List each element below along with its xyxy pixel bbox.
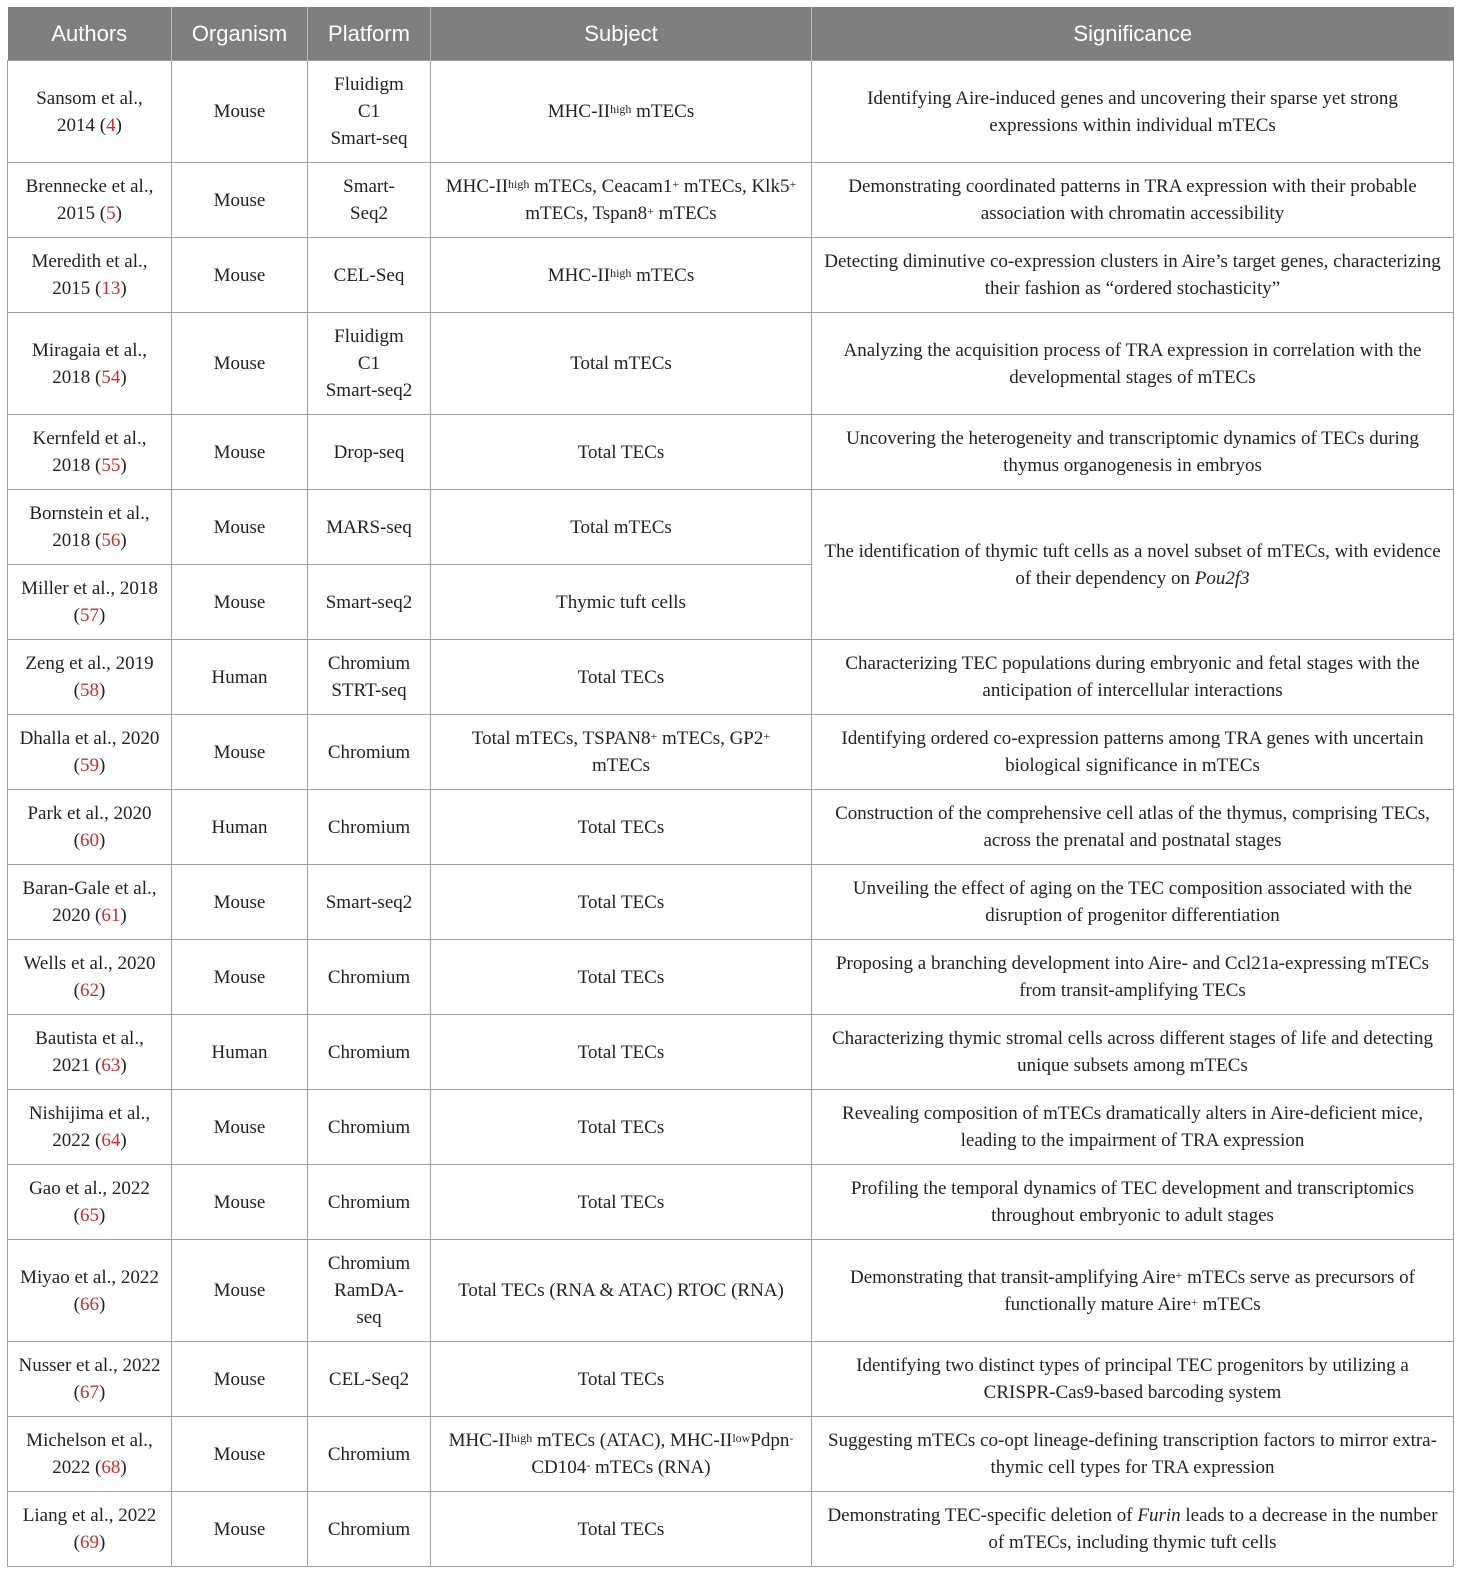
author-cell xyxy=(8,1015,172,1090)
platform-cell xyxy=(308,238,431,313)
author-text: Brennecke et al., 2015 ( xyxy=(25,176,154,224)
text-segment: Pdpn xyxy=(750,1430,790,1451)
platform-cell xyxy=(308,640,431,715)
text-segment: Total TECs xyxy=(577,966,665,988)
text-segment: mTECs, GP2 xyxy=(657,728,764,749)
platform-cell xyxy=(308,1090,431,1165)
significance-cell xyxy=(812,1492,1454,1567)
author-text: ) xyxy=(120,1130,127,1151)
reference-link[interactable]: 13 xyxy=(101,278,121,299)
author-cell xyxy=(8,1417,172,1492)
platform-cell xyxy=(308,1015,431,1090)
author-cell xyxy=(8,565,172,640)
platform-cell xyxy=(308,61,431,163)
platform-line: Chromium xyxy=(327,1518,411,1540)
table-row xyxy=(8,940,1454,1015)
author-cell xyxy=(8,1165,172,1240)
platform-line: Chromium xyxy=(327,1443,411,1465)
author-cell xyxy=(8,238,172,313)
reference-link[interactable]: 63 xyxy=(101,1055,121,1076)
platform-cell xyxy=(308,1165,431,1240)
author-text: Miragaia et al., 2018 ( xyxy=(31,339,147,388)
significance-cell xyxy=(812,715,1454,790)
platform-cell xyxy=(308,865,431,940)
reference-link[interactable]: 57 xyxy=(80,605,99,626)
superscript: + xyxy=(650,729,658,743)
author-text: ) xyxy=(99,605,106,626)
text-segment: Total TECs xyxy=(577,666,665,688)
author-text: ) xyxy=(99,1293,106,1315)
platform-line: C1 xyxy=(357,101,381,122)
platform-line: Smart-seq2 xyxy=(325,591,413,613)
italic-text: Furin xyxy=(1137,1505,1181,1526)
significance-cell xyxy=(812,790,1454,865)
author-text: ) xyxy=(99,1205,106,1226)
platform-cell xyxy=(308,415,431,490)
text-segment: mTECs xyxy=(631,101,695,122)
text-segment: Total mTECs, TSPAN8 xyxy=(471,728,651,749)
text-segment: Construction of the comprehensive cell atlas of the thymus, comprising TECs, across the prenatal and postnatal stages xyxy=(835,803,1430,851)
organism-cell: Mouse xyxy=(172,940,308,1015)
reference-link[interactable]: 4 xyxy=(106,114,116,136)
platform-cell xyxy=(308,1417,431,1492)
platform-line: Chromium xyxy=(327,653,411,674)
significance-cell xyxy=(812,1165,1454,1240)
subject-cell xyxy=(431,490,812,565)
superscript: + xyxy=(1191,1294,1198,1309)
text-segment: Revealing composition of mTECs dramatically alters in Aire-deficient mice, leading to the impairment of TRA expression xyxy=(842,1103,1423,1151)
table-row xyxy=(8,1015,1454,1090)
author-cell xyxy=(8,1492,172,1567)
table-row xyxy=(8,415,1454,490)
text-segment: Unveiling the effect of aging on the TEC composition associated with the disruption of progenitor differentiation xyxy=(852,878,1413,926)
table-row xyxy=(8,1165,1454,1240)
author-text: Bautista et al., 2021 ( xyxy=(35,1028,144,1076)
header-significance: Significance xyxy=(812,7,1454,61)
platform-line: STRT-seq xyxy=(331,680,407,701)
reference-link[interactable]: 59 xyxy=(80,755,99,776)
text-segment: Total TECs xyxy=(577,441,665,463)
table-row xyxy=(8,640,1454,715)
author-text: Nishijima et al., 2022 ( xyxy=(28,1103,151,1151)
text-segment: Total TECs (RNA & ATAC) RTOC (RNA) xyxy=(458,1280,784,1301)
author-text: Gao et al., 2022 ( xyxy=(29,1178,150,1226)
significance-cell xyxy=(812,940,1454,1015)
significance-cell xyxy=(812,415,1454,490)
author-cell xyxy=(8,1342,172,1417)
text-segment: Proposing a branching development into Aire- and Ccl21a-expressing mTECs from transit-amplifying TECs xyxy=(835,953,1430,1001)
author-cell xyxy=(8,1240,172,1342)
platform-line: CEL-Seq xyxy=(333,264,405,286)
reference-link[interactable]: 56 xyxy=(101,530,121,551)
text-segment: MHC-II xyxy=(547,101,611,122)
subject-cell xyxy=(431,61,812,163)
platform-line: Smart-seq2 xyxy=(325,891,413,913)
author-cell xyxy=(8,490,172,565)
superscript: high xyxy=(508,177,530,191)
author-text: ) xyxy=(120,1457,127,1478)
author-text: Kernfeld et al., 2018 ( xyxy=(32,428,147,476)
subject-cell xyxy=(431,415,812,490)
superscript: - xyxy=(586,1458,591,1472)
subject-cell xyxy=(431,865,812,940)
author-cell xyxy=(8,715,172,790)
superscript: + xyxy=(1175,1267,1183,1282)
text-segment: mTECs xyxy=(653,203,717,224)
author-cell xyxy=(8,1090,172,1165)
author-text: ) xyxy=(120,905,127,926)
text-segment: Analyzing the acquisition process of TRA expression in correlation with the developmental stages of mTECs xyxy=(843,339,1422,388)
organism-cell: Mouse xyxy=(172,415,308,490)
platform-cell xyxy=(308,790,431,865)
text-segment: Total mTECs xyxy=(570,516,672,538)
superscript: low xyxy=(732,1431,751,1445)
platform-cell xyxy=(308,1342,431,1417)
significance-cell xyxy=(812,490,1454,640)
author-text: ) xyxy=(120,366,127,388)
text-segment: mTECs (RNA) xyxy=(590,1457,711,1478)
author-text: Dhalla et al., 2020 ( xyxy=(19,728,160,776)
platform-cell xyxy=(308,163,431,238)
subject-cell xyxy=(431,565,812,640)
text-segment: mTECs serve as precursors of functionally mature Aire xyxy=(1004,1266,1416,1315)
platform-line: Smart-seq xyxy=(330,128,408,149)
organism-cell: Human xyxy=(172,640,308,715)
author-cell xyxy=(8,940,172,1015)
platform-cell xyxy=(308,313,431,415)
author-text: Michelson et al., 2022 ( xyxy=(26,1430,153,1478)
reference-link[interactable]: 5 xyxy=(106,203,116,224)
organism-cell: Mouse xyxy=(172,1090,308,1165)
text-segment: Profiling the temporal dynamics of TEC development and transcriptomics throughout embryonic to adult stages xyxy=(850,1178,1415,1226)
author-cell xyxy=(8,790,172,865)
significance-cell xyxy=(812,1240,1454,1342)
platform-line: Chromium xyxy=(327,966,411,988)
organism-cell: Mouse xyxy=(172,1417,308,1492)
text-segment: Characterizing thymic stromal cells across different stages of life and detecting unique subsets among mTECs xyxy=(831,1028,1434,1076)
table-row xyxy=(8,1240,1454,1342)
organism-cell: Mouse xyxy=(172,163,308,238)
text-segment: Total TECs xyxy=(577,1368,665,1390)
italic-text: Pou2f3 xyxy=(1194,567,1250,589)
text-segment: Total TECs xyxy=(577,816,665,838)
subject-cell xyxy=(431,313,812,415)
platform-line: Seq2 xyxy=(350,203,388,224)
author-cell xyxy=(8,865,172,940)
subject-cell xyxy=(431,940,812,1015)
text-segment: Total mTECs xyxy=(570,353,672,374)
text-segment: Identifying two distinct types of principal TEC progenitors by utilizing a CRISPR-Cas9-based barcoding system xyxy=(856,1355,1409,1403)
author-text: ) xyxy=(99,830,106,851)
subject-cell xyxy=(431,163,812,238)
table-row xyxy=(8,313,1454,415)
table-row xyxy=(8,163,1454,238)
table-row xyxy=(8,1492,1454,1567)
table-row xyxy=(8,790,1454,865)
significance-cell xyxy=(812,61,1454,163)
reference-link[interactable]: 55 xyxy=(101,455,121,476)
author-text: Sansom et al., 2014 ( xyxy=(36,87,143,136)
table-row xyxy=(8,238,1454,313)
author-text: ) xyxy=(99,1382,106,1403)
superscript: + xyxy=(763,729,771,743)
table-row xyxy=(8,865,1454,940)
reference-link[interactable]: 67 xyxy=(80,1382,99,1403)
organism-cell: Mouse xyxy=(172,865,308,940)
text-segment: MHC-II xyxy=(547,264,611,286)
subject-cell xyxy=(431,1015,812,1090)
organism-cell: Mouse xyxy=(172,61,308,163)
author-cell xyxy=(8,313,172,415)
significance-cell xyxy=(812,1342,1454,1417)
significance-cell xyxy=(812,865,1454,940)
platform-line: Chromium xyxy=(327,1041,411,1063)
subject-cell xyxy=(431,640,812,715)
author-text: ) xyxy=(120,1055,127,1076)
author-text: Nusser et al., 2022 ( xyxy=(18,1355,161,1403)
studies-table xyxy=(7,7,1454,1567)
text-segment: mTECs (ATAC), MHC-II xyxy=(532,1430,733,1451)
author-cell xyxy=(8,163,172,238)
text-segment: mTECs xyxy=(1197,1293,1261,1315)
author-cell xyxy=(8,415,172,490)
reference-link[interactable]: 60 xyxy=(80,830,99,851)
table-row xyxy=(8,1090,1454,1165)
superscript: high xyxy=(610,265,632,280)
reference-link[interactable]: 62 xyxy=(80,980,99,1001)
platform-line: Fluidigm xyxy=(334,326,404,347)
table-row xyxy=(8,61,1454,163)
platform-line: Chromium xyxy=(327,816,411,838)
author-text: Baran-Gale et al., 2020 ( xyxy=(22,878,157,926)
text-segment: Characterizing TEC populations during embryonic and fetal stages with the anticipation of intercellular interactions xyxy=(845,653,1420,701)
author-text: Meredith et al., 2015 ( xyxy=(31,251,148,299)
significance-cell xyxy=(812,1417,1454,1492)
text-segment: CD104 xyxy=(531,1457,587,1478)
header-platform: Platform xyxy=(308,7,431,61)
platform-line: Smart-seq2 xyxy=(325,380,413,401)
superscript: - xyxy=(789,1431,794,1445)
superscript: + xyxy=(672,177,680,191)
header-subject: Subject xyxy=(431,7,812,61)
platform-line: CEL-Seq2 xyxy=(328,1368,410,1390)
platform-line: C1 xyxy=(357,353,381,374)
platform-line: Fluidigm xyxy=(334,74,404,95)
organism-cell: Mouse xyxy=(172,715,308,790)
author-text: ) xyxy=(120,455,127,476)
subject-cell xyxy=(431,715,812,790)
subject-cell xyxy=(431,1342,812,1417)
author-text: Bornstein et al., 2018 ( xyxy=(29,503,150,551)
text-segment: Suggesting mTECs co-opt lineage-defining transcription factors to mirror extra-thymic cell types for TRA expression xyxy=(828,1430,1437,1478)
text-segment: MHC-II xyxy=(448,1430,511,1451)
author-text: Wells et al., 2020 ( xyxy=(23,953,156,1001)
text-segment: Total TECs xyxy=(577,1518,665,1540)
organism-cell: Human xyxy=(172,790,308,865)
reference-link[interactable]: 61 xyxy=(101,905,121,926)
platform-cell xyxy=(308,490,431,565)
author-text: Miller et al., 2018 ( xyxy=(21,578,158,626)
subject-cell xyxy=(431,1492,812,1567)
table-row xyxy=(8,490,1454,565)
author-text: Liang et al., 2022 ( xyxy=(22,1505,157,1553)
organism-cell: Mouse xyxy=(172,490,308,565)
text-segment: Demonstrating that transit-amplifying Aire xyxy=(849,1266,1176,1288)
organism-cell: Mouse xyxy=(172,1342,308,1417)
author-text: ) xyxy=(99,680,106,701)
platform-line: seq xyxy=(356,1307,382,1328)
significance-cell xyxy=(812,640,1454,715)
text-segment: mTECs xyxy=(631,264,695,286)
text-segment: mTECs, Tspan8 xyxy=(525,203,648,224)
platform-line: MARS-seq xyxy=(326,516,412,538)
reference-link[interactable]: 66 xyxy=(80,1293,99,1315)
reference-link[interactable]: 64 xyxy=(101,1130,121,1151)
subject-cell xyxy=(431,1240,812,1342)
text-segment: mTECs xyxy=(591,755,651,776)
author-text: ) xyxy=(115,114,122,136)
platform-line: RamDA- xyxy=(334,1280,404,1301)
reference-link[interactable]: 65 xyxy=(80,1205,99,1226)
platform-line: Chromium xyxy=(327,1116,411,1138)
table-row xyxy=(8,715,1454,790)
significance-cell xyxy=(812,163,1454,238)
subject-cell xyxy=(431,1417,812,1492)
author-cell xyxy=(8,640,172,715)
organism-cell: Mouse xyxy=(172,565,308,640)
author-text: ) xyxy=(99,755,106,776)
text-segment: Detecting diminutive co-expression clusters in Aire’s target genes, characterizing their fashion as “ordered stochasticity” xyxy=(824,251,1441,299)
text-segment: Identifying Aire-induced genes and uncovering their sparse yet strong expressions within individual mTECs xyxy=(867,87,1398,136)
text-segment: Demonstrating TEC-specific deletion of xyxy=(827,1505,1138,1526)
subject-cell xyxy=(431,1090,812,1165)
reference-link[interactable]: 68 xyxy=(101,1457,121,1478)
header-row xyxy=(8,7,1454,61)
organism-cell: Mouse xyxy=(172,1240,308,1342)
significance-cell xyxy=(812,238,1454,313)
author-cell xyxy=(8,61,172,163)
header-authors: Authors xyxy=(8,7,172,61)
text-segment: Thymic tuft cells xyxy=(556,591,686,613)
reference-link[interactable]: 69 xyxy=(80,1532,99,1553)
subject-cell xyxy=(431,1165,812,1240)
organism-cell: Human xyxy=(172,1015,308,1090)
text-segment: Uncovering the heterogeneity and transcriptomic dynamics of TECs during thymus organogenesis in embryos xyxy=(846,428,1419,476)
platform-cell xyxy=(308,1492,431,1567)
table-body xyxy=(8,61,1454,1567)
table-container xyxy=(7,7,1453,1567)
superscript: high xyxy=(610,102,632,116)
text-segment: mTECs, Klk5 xyxy=(679,176,790,197)
text-segment: Total TECs xyxy=(577,891,665,913)
organism-cell: Mouse xyxy=(172,1492,308,1567)
platform-cell xyxy=(308,715,431,790)
author-text: ) xyxy=(120,530,127,551)
organism-cell: Mouse xyxy=(172,1165,308,1240)
text-segment: The identification of thymic tuft cells as a novel subset of mTECs, with evidence of their dependency on xyxy=(824,540,1441,589)
reference-link[interactable]: 54 xyxy=(101,366,121,388)
organism-cell: Mouse xyxy=(172,238,308,313)
platform-line: Chromium xyxy=(327,741,411,763)
text-segment: Total TECs xyxy=(577,1041,665,1063)
author-text: ) xyxy=(99,1532,106,1553)
organism-cell: Mouse xyxy=(172,313,308,415)
author-text: Zeng et al., 2019 ( xyxy=(25,653,154,701)
platform-line: Chromium xyxy=(327,1191,411,1213)
text-segment: Total TECs xyxy=(577,1116,665,1138)
text-segment: Demonstrating coordinated patterns in TRA expression with their probable association with chromatin accessibility xyxy=(848,176,1417,224)
subject-cell xyxy=(431,790,812,865)
table-row xyxy=(8,1342,1454,1417)
text-segment: Total TECs xyxy=(577,1191,665,1213)
platform-cell xyxy=(308,1240,431,1342)
text-segment: leads to a decrease in the number of mTECs, including thymic tuft cells xyxy=(988,1505,1438,1553)
platform-line: Chromium xyxy=(327,1253,411,1274)
superscript: high xyxy=(510,1431,533,1445)
significance-cell xyxy=(812,1090,1454,1165)
significance-cell xyxy=(812,1015,1454,1090)
author-text: ) xyxy=(115,203,122,224)
superscript: + xyxy=(789,177,797,191)
reference-link[interactable]: 58 xyxy=(80,680,99,701)
author-text: ) xyxy=(99,980,106,1001)
significance-cell xyxy=(812,313,1454,415)
superscript: + xyxy=(647,204,654,218)
platform-line: Smart- xyxy=(343,176,395,197)
platform-cell xyxy=(308,940,431,1015)
text-segment: mTECs, Ceacam1 xyxy=(529,176,673,197)
author-text: ) xyxy=(120,278,127,299)
subject-cell xyxy=(431,238,812,313)
text-segment: Identifying ordered co-expression patterns among TRA genes with uncertain biological significance in mTECs xyxy=(841,728,1424,776)
header-organism: Organism xyxy=(172,7,308,61)
author-text: Miyao et al., 2022 ( xyxy=(20,1266,159,1315)
platform-cell xyxy=(308,565,431,640)
text-segment: MHC-II xyxy=(445,176,509,197)
platform-line: Drop-seq xyxy=(333,441,405,463)
table-row xyxy=(8,1417,1454,1492)
author-text: Park et al., 2020 ( xyxy=(27,803,152,851)
